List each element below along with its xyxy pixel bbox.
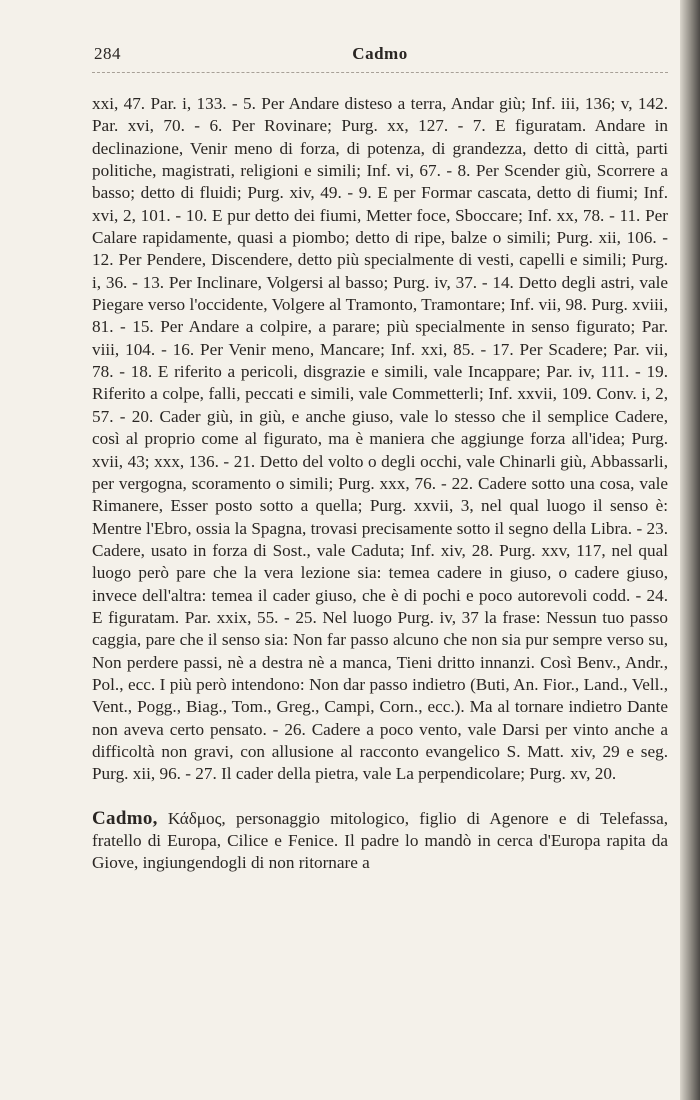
- page-header: [92, 44, 668, 74]
- running-head: Cadmo: [352, 44, 408, 63]
- header-rule: [92, 72, 668, 73]
- continued-paragraph: xxi, 47. Par. i, 133. - 5. Per Andare disteso a terra, Andar giù; Inf. iii, 136; v, 142. Par. xvi, 70. - 6. Per Rovinare; Purg. xx, 127. - 7. E figuratam. Andare in declinazione, Venir meno di forza, di potenza, di grandezza, detto di città, parti politiche, magistrati, religioni e simili; Inf. vi, 67. - 8. Per Scender giù, Scorrere a basso; detto di fluidi; Purg. xiv, 49. - 9. E per Formar cascata, detto di fiumi; Inf. xvi, 2, 101. - 10. E pur detto dei fiumi, Metter foce, Sboccare; Inf. xx, 78. - 11. Per Calare rapidamente, quasi a piombo; detto di ripe, balze o simili; Purg. xii, 106. - 12. Per Pendere, Discendere, detto più specialmente di vesti, capelli e simili; Purg. i, 36. - 13. Per Inclinare, Volgersi al basso; Purg. iv, 37. - 14. Detto degli astri, vale Piegare verso l'occidente, Volgere al Tramonto, Tramontare; Inf. vii, 98. Purg. xviii, 81. - 15. Per Andare a colpire, a parare; più specialmente in senso figurato; Par. viii, 104. - 16. Per Venir meno, Mancare; Inf. xxi, 85. - 17. Per Scadere; Par. vii, 78. - 18. E riferito a pericoli, disgrazie e simili, vale Incappare; Par. iv, 111. - 19. Riferito a colpe, falli, peccati e simili, vale Commetterli; Inf. xxvii, 109. Conv. i, 2, 57. - 20. Cader giù, in giù, e anche giuso, vale lo stesso che il semplice Cadere, così al proprio come al figurato, ma è maniera che aggiunge forza all'idea; Purg. xvii, 43; xxx, 136. - 21. Detto del volto o degli occhi, vale Chinarli giù, Abbassarli, per vergogna, scoramento o simili; Purg. xxx, 76. - 22. Cadere sotto una cosa, vale Rimanere, Esser posto sotto a quella; Purg. xxvii, 3, nel qual luogo il senso è: Mentre l'Ebro, ossia la Spagna, trovasi precisamente sotto il segno della Libra. - 23. Cadere, usato in forza di Sost., vale Caduta; Inf. xiv, 28. Purg. xxv, 117, nel qual luogo però pare che la vera lezione sia: temea cadere in giuso, o cadere giuso, invece dell'altra: temea il cader giuso, che è di pochi e poco autorevoli codd. - 24. E figuratam. Par. xxix, 55. - 25. Nel luogo Purg. iv, 37 la frase: Nessun tuo passo caggia, pare che il senso sia: Non far passo alcuno che non sia pur sempre verso su, Non perdere passi, nè a destra nè a manca, Tieni dritto innanzi. Così Benv., Andr., Pol., ecc. I più però intendono: Non dar passo indietro (Buti, An. Fior., Land., Vell., Vent., Pogg., Biag., Tom., Greg., Campi, Corn., ecc.). Ma al tornare indietro Dante non aveva certo pensato. - 26. Cadere a poco vento, vale Darsi per vinto anche a difficoltà non gravi, con allusione al racconto evangelico S. Matt. xiv, 29 e seg. Purg. xii, 96. - 27. Il cader della pietra, vale La perpendicolare; Purg. xv, 20.: [92, 94, 668, 784]
- page-edge-shadow: [680, 0, 700, 1100]
- dictionary-entry: [92, 808, 668, 875]
- entry-headword: Cadmo,: [92, 807, 158, 829]
- body-text: [92, 93, 668, 875]
- entry-text: Κάδμος, personaggio mitologico, figlio di Agenore e di Telefassa, fratello di Europa, Cilice e Fenice. Il padre lo mandò in cerca d'Europa rapita da Giove, ingiungendogli di non ritornare a: [92, 808, 668, 873]
- page-number: 284: [94, 44, 121, 63]
